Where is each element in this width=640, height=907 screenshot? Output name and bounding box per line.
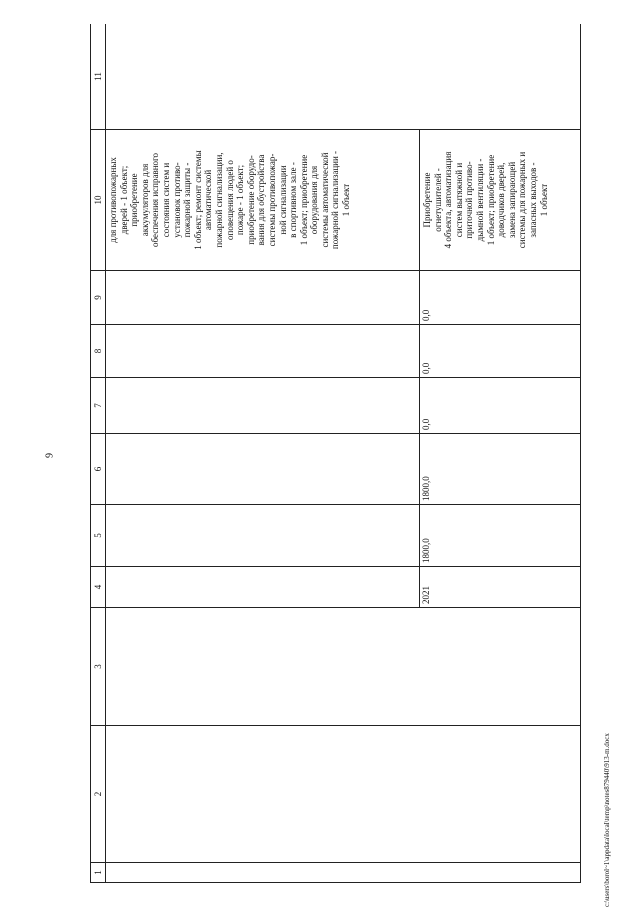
cell-5 [420, 505, 581, 567]
measure-description: Приобретение огнетушителей - 4 объекта, автоматизация систем вытяжной и приточной противо- дымной вентиляции - 1 объект; приобретение доводчиков дверей, замена запирающей системы для пожарных и запасных выходов - 1 объект [422, 151, 549, 249]
year-value: 2021 [421, 586, 431, 604]
cell-8 [420, 325, 581, 378]
cell-4 [420, 567, 581, 608]
cell-9 [106, 271, 420, 325]
rotated-table-wrapper [90, 24, 581, 883]
cell-11 [106, 24, 581, 130]
cell-5 [106, 505, 420, 567]
cell-1 [106, 863, 581, 883]
column-number-row [91, 24, 106, 883]
col-header-10: 10 [91, 130, 106, 271]
cell-8 [106, 325, 420, 378]
cell-2 [106, 726, 581, 863]
rotated-page [90, 24, 581, 883]
col-header-4: 4 [91, 567, 106, 608]
col-header-6: 6 [91, 434, 106, 505]
cell-6 [420, 434, 581, 505]
col-header-11: 11 [91, 24, 106, 130]
cell-9 [420, 271, 581, 325]
cell-7 [420, 378, 581, 434]
footer-file-path: c:\users\borol~1\appdata\local\temp\notes879440\913-m.docx [603, 733, 611, 907]
cell-3 [106, 608, 581, 726]
page-number: 9 [44, 453, 56, 458]
value-col8: 0,0 [421, 362, 431, 374]
cell-10 [420, 130, 581, 271]
table-row [106, 24, 420, 883]
budget-value: 1800,0 [421, 476, 431, 501]
value-col7: 0,0 [421, 418, 431, 430]
measure-description: для противопожарных дверей - 1 объект; приобретение аккумуляторов для обеспечения исправного состояния систем и установок противо- пожарной защиты - 1 объект; ремонт системы автоматической пожарной сигнализации, оповещения людей о пожаре - 1 объект; приобретение оборудо- вания для обустройства системы противопожар- ной сигнализации в спортивном зале - 1 объект; приобретение оборудования для системы автоматической пожарной сигнализации - 1 объект [108, 150, 352, 250]
col-header-7: 7 [91, 378, 106, 434]
cell-7 [106, 378, 420, 434]
col-header-5: 5 [91, 505, 106, 567]
col-header-8: 8 [91, 325, 106, 378]
col-header-1: 1 [91, 863, 106, 883]
cell-10 [106, 130, 420, 271]
cell-6 [106, 434, 420, 505]
cell-4 [106, 567, 420, 608]
value-col9: 0,0 [421, 309, 431, 321]
data-table [90, 24, 581, 883]
total-value: 1800,0 [421, 538, 431, 563]
col-header-3: 3 [91, 608, 106, 726]
col-header-2: 2 [91, 726, 106, 863]
col-header-9: 9 [91, 271, 106, 325]
